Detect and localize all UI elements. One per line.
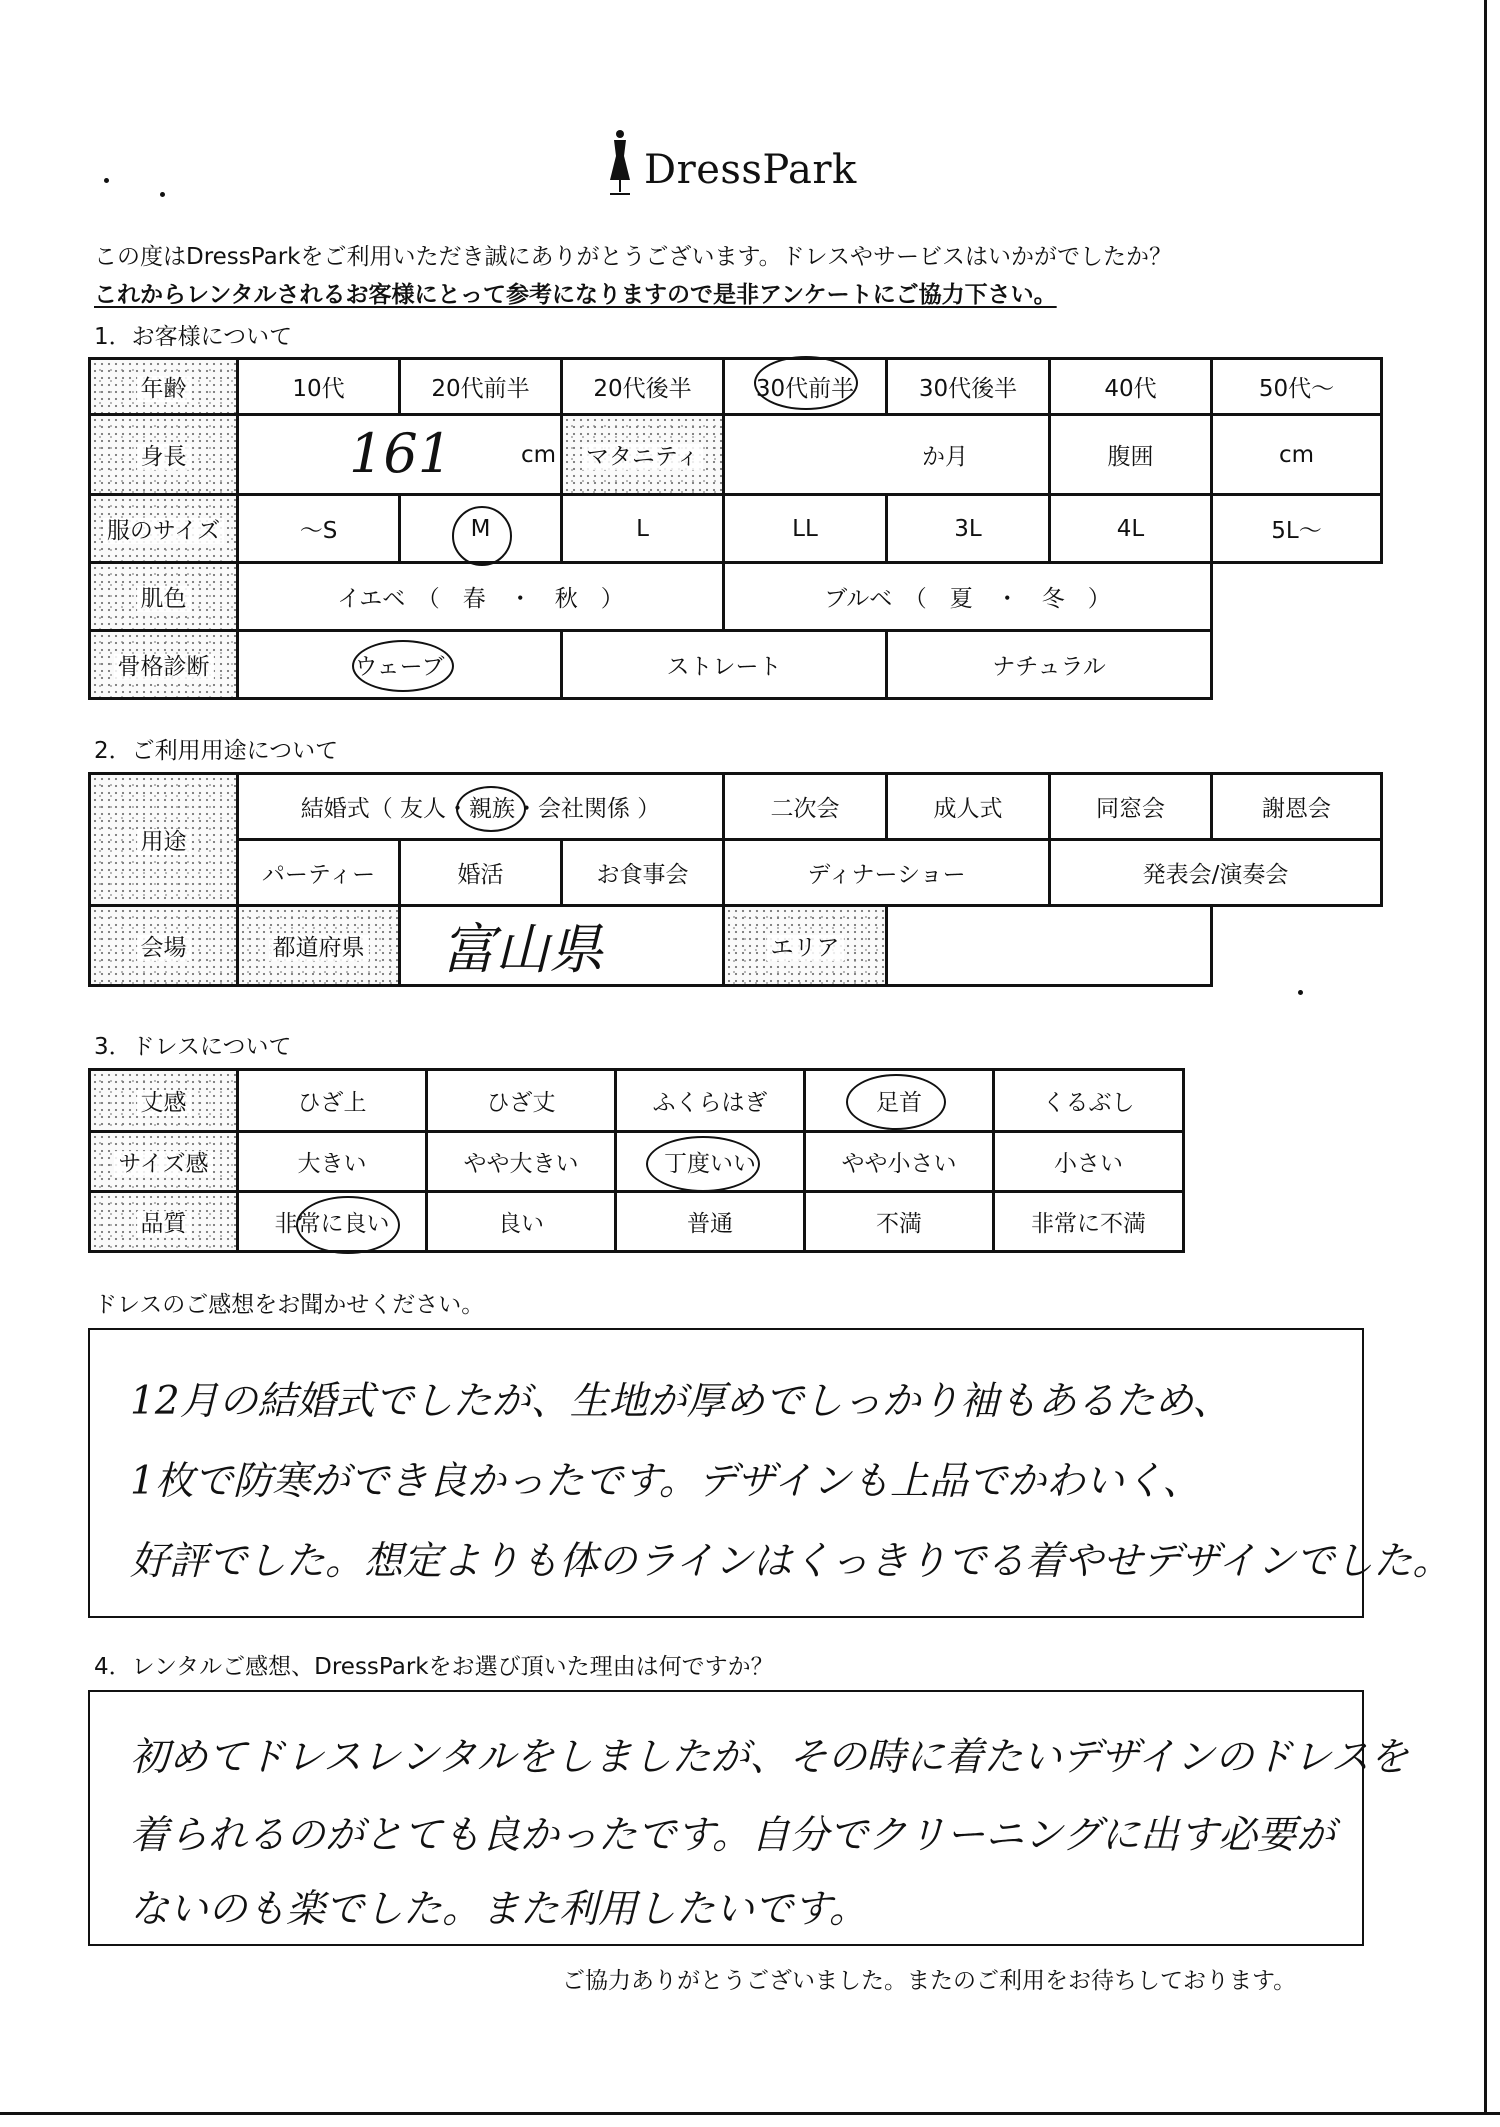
size-option[interactable]: ～S [238,495,400,563]
intro-request: これからレンタルされるお客様にとって参考になりますので是非アンケートにご協力下さい。 [94,282,1057,308]
size-option[interactable]: 4L [1050,495,1212,563]
purpose-option[interactable]: 婚活 [400,840,562,906]
purpose-row-2 [90,840,1382,906]
length-option[interactable]: ふくらはぎ [616,1070,805,1132]
size-option[interactable]: LL [724,495,887,563]
fit-option-selected[interactable]: 丁度いい [616,1132,805,1192]
frame-option[interactable]: ストレート [562,631,887,699]
age-option[interactable]: 50代～ [1212,359,1382,415]
waist-label: 腹囲 [1050,415,1212,495]
page-right-rule [1484,0,1487,2112]
dress-comment-prompt: ドレスのご感想をお聞かせください。 [94,1292,485,1318]
venue-label: 会場 [90,906,238,986]
quality-option-selected[interactable]: 非常に良い [238,1192,427,1252]
skin-yellow-option[interactable]: イエベ （ 春 ・ 秋 ） [238,563,724,631]
section2-title: 2．ご利用用途について [94,738,339,764]
size-option[interactable]: 5L～ [1212,495,1382,563]
logo-text: DressPark [644,147,857,193]
purpose-option[interactable]: 同窓会 [1050,774,1212,840]
maternity-label: マタニティ [562,415,724,495]
frame-label: 骨格診断 [90,631,238,699]
height-label: 身長 [90,415,238,495]
purpose-row-1 [90,774,1382,840]
fit-option[interactable]: 大きい [238,1132,427,1192]
quality-row [90,1192,1184,1252]
purpose-option[interactable]: 謝恩会 [1212,774,1382,840]
quality-option[interactable]: 非常に不満 [994,1192,1184,1252]
dress-comment-box[interactable] [88,1328,1452,1618]
age-label: 年齢 [90,359,238,415]
rental-comment-box[interactable] [88,1690,1409,1946]
purpose-option[interactable]: ディナーショー [724,840,1050,906]
length-option[interactable]: ひざ丈 [427,1070,616,1132]
length-label: 丈感 [90,1070,238,1132]
quality-option[interactable]: 不満 [805,1192,994,1252]
purpose-label: 用途 [90,774,238,906]
length-row [90,1070,1184,1132]
area-field[interactable] [887,906,1212,986]
area-label: エリア [724,906,887,986]
purpose-option[interactable]: 成人式 [887,774,1050,840]
purpose-option[interactable]: 発表会/演奏会 [1050,840,1382,906]
fit-option[interactable]: 小さい [994,1132,1184,1192]
purpose-table [88,772,1383,987]
waist-unit: cm [1278,441,1315,468]
closing-message: ご協力ありがとうございました。またのご利用をお待ちしております。 [562,1968,1297,1994]
section1-title: 1．お客様について [94,324,293,350]
age-option[interactable]: 30代後半 [887,359,1050,415]
dress-form-icon [600,128,640,198]
quality-option[interactable]: 良い [427,1192,616,1252]
months-unit: か月 [922,444,968,470]
length-option[interactable]: くるぶし [994,1070,1184,1132]
age-option-selected[interactable]: 30代前半 [724,359,887,415]
wedding-option[interactable]: 結婚式（ 友人・親族・会社関係 ） [238,774,724,840]
skin-row [90,563,1382,631]
customer-table [88,357,1383,700]
height-row [90,415,1382,495]
logo [600,128,857,198]
age-row [90,359,1382,415]
comment-line: ないのも楽でした。また利用したいです。 [130,1887,868,1932]
frame-option-selected[interactable]: ウェーブ [238,631,562,699]
length-option-selected[interactable]: 足首 [805,1070,994,1132]
quality-option[interactable]: 普通 [616,1192,805,1252]
height-value: 161 [349,422,453,485]
purpose-option[interactable]: お食事会 [562,840,724,906]
height-field[interactable] [238,415,562,495]
section3-title: 3．ドレスについて [94,1034,292,1060]
dress-table [88,1068,1185,1253]
frame-option[interactable]: ナチュラル [887,631,1212,699]
size-option-selected[interactable]: M [400,495,562,563]
frame-row [90,631,1382,699]
maternity-months-field[interactable] [724,415,1050,495]
length-option[interactable]: ひざ上 [238,1070,427,1132]
size-option[interactable]: L [562,495,724,563]
waist-field[interactable] [1212,415,1382,495]
comment-line: 好評でした。想定よりも体のラインはくっきりでる着やせデザインでした。 [130,1539,1452,1584]
age-option[interactable]: 20代後半 [562,359,724,415]
page-bottom-rule [0,2112,1500,2115]
intro-text: この度はDressParkをご利用いただき誠にありがとうございます。ドレスやサービスはいかがでしたか？ [94,244,1172,270]
quality-label: 品質 [90,1192,238,1252]
height-unit: cm [520,442,556,468]
comment-line: 初めてドレスレンタルをしましたが、その時に着たいデザインのドレスを [130,1735,1409,1780]
comment-line: 12月の結婚式でしたが、生地が厚めでしっかり袖もあるため、 [130,1379,1232,1424]
size-label: 服のサイズ [90,495,238,563]
fit-option[interactable]: やや大きい [427,1132,616,1192]
prefecture-field[interactable] [400,906,724,986]
prefecture-value: 富山県 [441,918,603,981]
age-option[interactable]: 20代前半 [400,359,562,415]
skin-label: 肌色 [90,563,238,631]
size-row [90,495,1382,563]
prefecture-label: 都道府県 [238,906,400,986]
fit-label: サイズ感 [90,1132,238,1192]
fit-option[interactable]: やや小さい [805,1132,994,1192]
comment-line: 1枚で防寒ができ良かったです。デザインも上品でかわいく、 [130,1459,1202,1504]
age-option[interactable]: 40代 [1050,359,1212,415]
section4-title: 4．レンタルご感想、DressParkをお選び頂いた理由は何ですか？ [94,1654,774,1680]
venue-row [90,906,1382,986]
size-option[interactable]: 3L [887,495,1050,563]
skin-blue-option[interactable]: ブルベ （ 夏 ・ 冬 ） [724,563,1212,631]
age-option[interactable]: 10代 [238,359,400,415]
purpose-option[interactable]: パーティー [238,840,400,906]
comment-line: 着られるのがとても良かったです。自分でクリーニングに出す必要が [130,1813,1336,1858]
purpose-option[interactable]: 二次会 [724,774,887,840]
fit-row [90,1132,1184,1192]
